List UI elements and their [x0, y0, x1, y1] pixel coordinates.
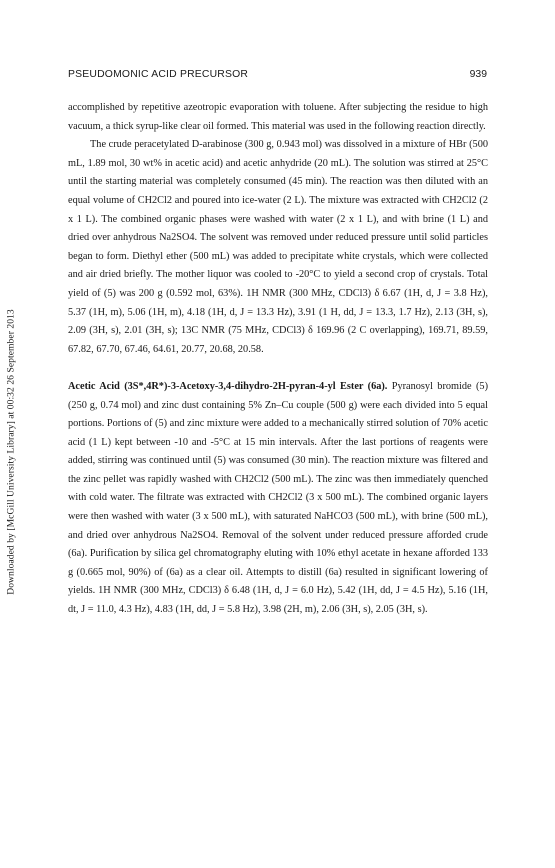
paragraph-bromide-prep: The crude peracetylated D-arabinose (300 g, 0.943 mol) was dissolved in a mixture of HBr (500 mL, 1.89 mol, 30 wt% in acetic acid) and acetic anhydride (20 mL). The solution was stirred at 25°C until the starting material was completely consumed (45 min). The reaction was then diluted with an equal volume of CH2Cl2 and poured into ice-water (2 L). The mixture was extracted with CH2Cl2 (2 x 1 L). The combined organic phases were washed with water (2 x 1 L), and with brine (1 L) and dried over anhydrous Na2SO4. The solvent was removed under reduced pressure until solid particles began to form. Diethyl ether (500 mL) was added to precipitate white crystals, which were collected and air dried briefly. The mother liquor was cooled to -20°C to yield a second crop of crystals. Total yield of (5) was 200 g (0.592 mol, 63%). 1H NMR (300 MHz, CDCl3) δ 6.67 (1H, d, J = 3.8 Hz), 5.37 (1H, m), 5.06 (1H, m), 4.18 (1H, d, J = 13.3 Hz), 3.91 (1 H, dd, J = 13.3, 1.7 Hz), 2.13 (3H, s), 2.09 (3H, s), 2.01 (3H, s); 13C NMR (75 MHz, CDCl3) δ 169.96 (2 C overlapping), 169.71, 89.59, 67.82, 67.70, 67.46, 64.61, 20.77, 20.68, 20.58. [68, 139, 488, 355]
page-number: 939 [469, 69, 487, 80]
running-title: PSEUDOMONIC ACID PRECURSOR [68, 69, 249, 80]
paragraph-continuation: accomplished by repetitive azeotropic evaporation with toluene. After subjecting the residue to high vacuum, a thick syrup-like clear oil formed. This material was used in the following reaction directly. [68, 102, 488, 132]
compound-heading: Acetic Acid (3S*,4R*)-3-Acetoxy-3,4-dihydro-2H-pyran-4-yl Ester (6a). [68, 380, 388, 392]
download-watermark-text: Downloaded by [McGill University Library] at 00:32 26 September 2013 [5, 309, 16, 595]
download-watermark [2, 242, 19, 662]
glycal-prep-text: Pyranosyl bromide (5) (250 g, 0.74 mol) and zinc dust containing 5% Zn–Cu couple (500 g) were each divided into 5 equal portions. Portions of (5) and zinc mixture were added to a mechanically stirred solution of 70% acetic acid (1 L) kept between -10 and -5°C at 15 min intervals. After the last portions of reagents were added, stirring was continued until (5) was consumed (30 min). The reaction mixture was filtered and the zinc pellet was rapidly washed with CH2Cl2 (500 mL). The zinc was then immediately quenched with cold water. The filtrate was extracted with CH2Cl2 (3 x 500 mL). The combined organic layers were then washed with water (3 x 500 mL), with saturated NaHCO3 (500 mL), with brine (500 mL), and dried over anhydrous Na2SO4. Removal of the solvent under reduced pressure afforded crude (6a). Purification by silica gel chromatography eluting with 10% ethyl acetate in hexane afforded 133 g (0.665 mol, 90%) of (6a) as a clear oil. Attempts to distill (6a) resulted in significant lowering of yields. 1H NMR (300 MHz, CDCl3) δ 6.48 (1H, d, J = 6.0 Hz), 5.42 (1H, dd, J = 4.5 Hz), 5.16 (1H, dt, J = 11.0, 4.3 Hz), 4.83 (1H, dd, J = 5.8 Hz), 3.98 (2H, m), 2.06 (3H, s), 2.05 (3H, s). [68, 380, 488, 616]
body-text [68, 99, 488, 620]
paragraph-glycal-prep [68, 378, 488, 620]
